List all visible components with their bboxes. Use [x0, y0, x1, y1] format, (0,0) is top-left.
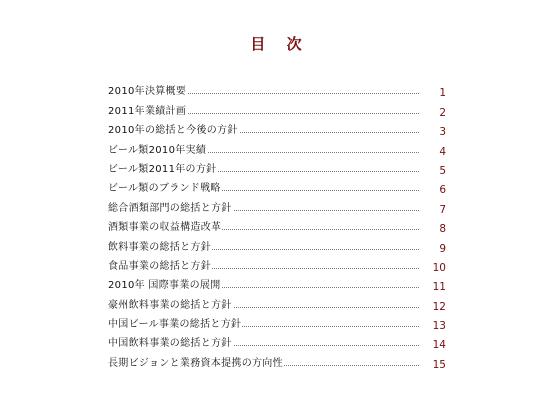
toc-label: 2011年業績計画: [108, 102, 187, 117]
toc-row: [108, 293, 448, 312]
toc-row: [108, 99, 448, 118]
toc-page-number: 11: [432, 281, 446, 294]
toc-label: 2010年 国際事業の展開: [108, 276, 222, 291]
toc-label: 2010年決算概要: [108, 82, 187, 97]
toc-label: 食品事業の総括と方針: [108, 257, 212, 272]
toc-page-number: 7: [439, 203, 446, 216]
toc-row: [108, 196, 448, 215]
toc-label: 総合酒類部門の総括と方針: [108, 199, 233, 214]
toc-row: [108, 313, 448, 332]
toc-label: 飲料事業の総括と方針: [108, 238, 212, 253]
toc-label: 中国ビール事業の総括と方針: [108, 315, 242, 330]
toc-row: [108, 177, 448, 196]
toc-row: [108, 332, 448, 351]
toc-row: [108, 351, 448, 370]
toc-label: ビール類2010年実績: [108, 141, 207, 156]
toc-page-number: 10: [432, 261, 446, 274]
toc-page-number: 14: [432, 339, 446, 352]
toc-page-number: 4: [439, 145, 446, 158]
toc-label: ビール類のブランド戦略: [108, 179, 222, 194]
toc-page-number: 15: [432, 358, 446, 371]
toc-label: 酒類事業の収益構造改革: [108, 218, 222, 233]
toc-label: ビール類2011年の方針: [108, 160, 217, 175]
toc-label: 長期ビジョンと業務資本提携の方向性: [108, 354, 284, 369]
toc-label: 豪州飲料事業の総括と方針: [108, 296, 233, 311]
toc-page-number: 8: [439, 223, 446, 236]
toc-row: [108, 274, 448, 293]
toc-row: [108, 255, 448, 274]
toc-row: [108, 235, 448, 254]
toc-page-number: 3: [439, 126, 446, 139]
toc-row: [108, 119, 448, 138]
toc-page-number: 2: [439, 106, 446, 119]
page-title: 目 次: [250, 35, 310, 53]
toc-row: [108, 158, 448, 177]
toc-row: [108, 138, 448, 157]
toc-row: [108, 216, 448, 235]
table-of-contents: [108, 80, 448, 371]
toc-page-number: 12: [432, 300, 446, 313]
toc-page-number: 13: [432, 320, 446, 333]
toc-label: 2010年の総括と今後の方針: [108, 121, 239, 136]
toc-page-number: 6: [439, 184, 446, 197]
toc-page-number: 5: [439, 164, 446, 177]
toc-label: 中国飲料事業の総括と方針: [108, 334, 233, 349]
toc-page-number: 9: [439, 242, 446, 255]
toc-row: [108, 80, 448, 99]
toc-page-number: 1: [439, 87, 446, 100]
